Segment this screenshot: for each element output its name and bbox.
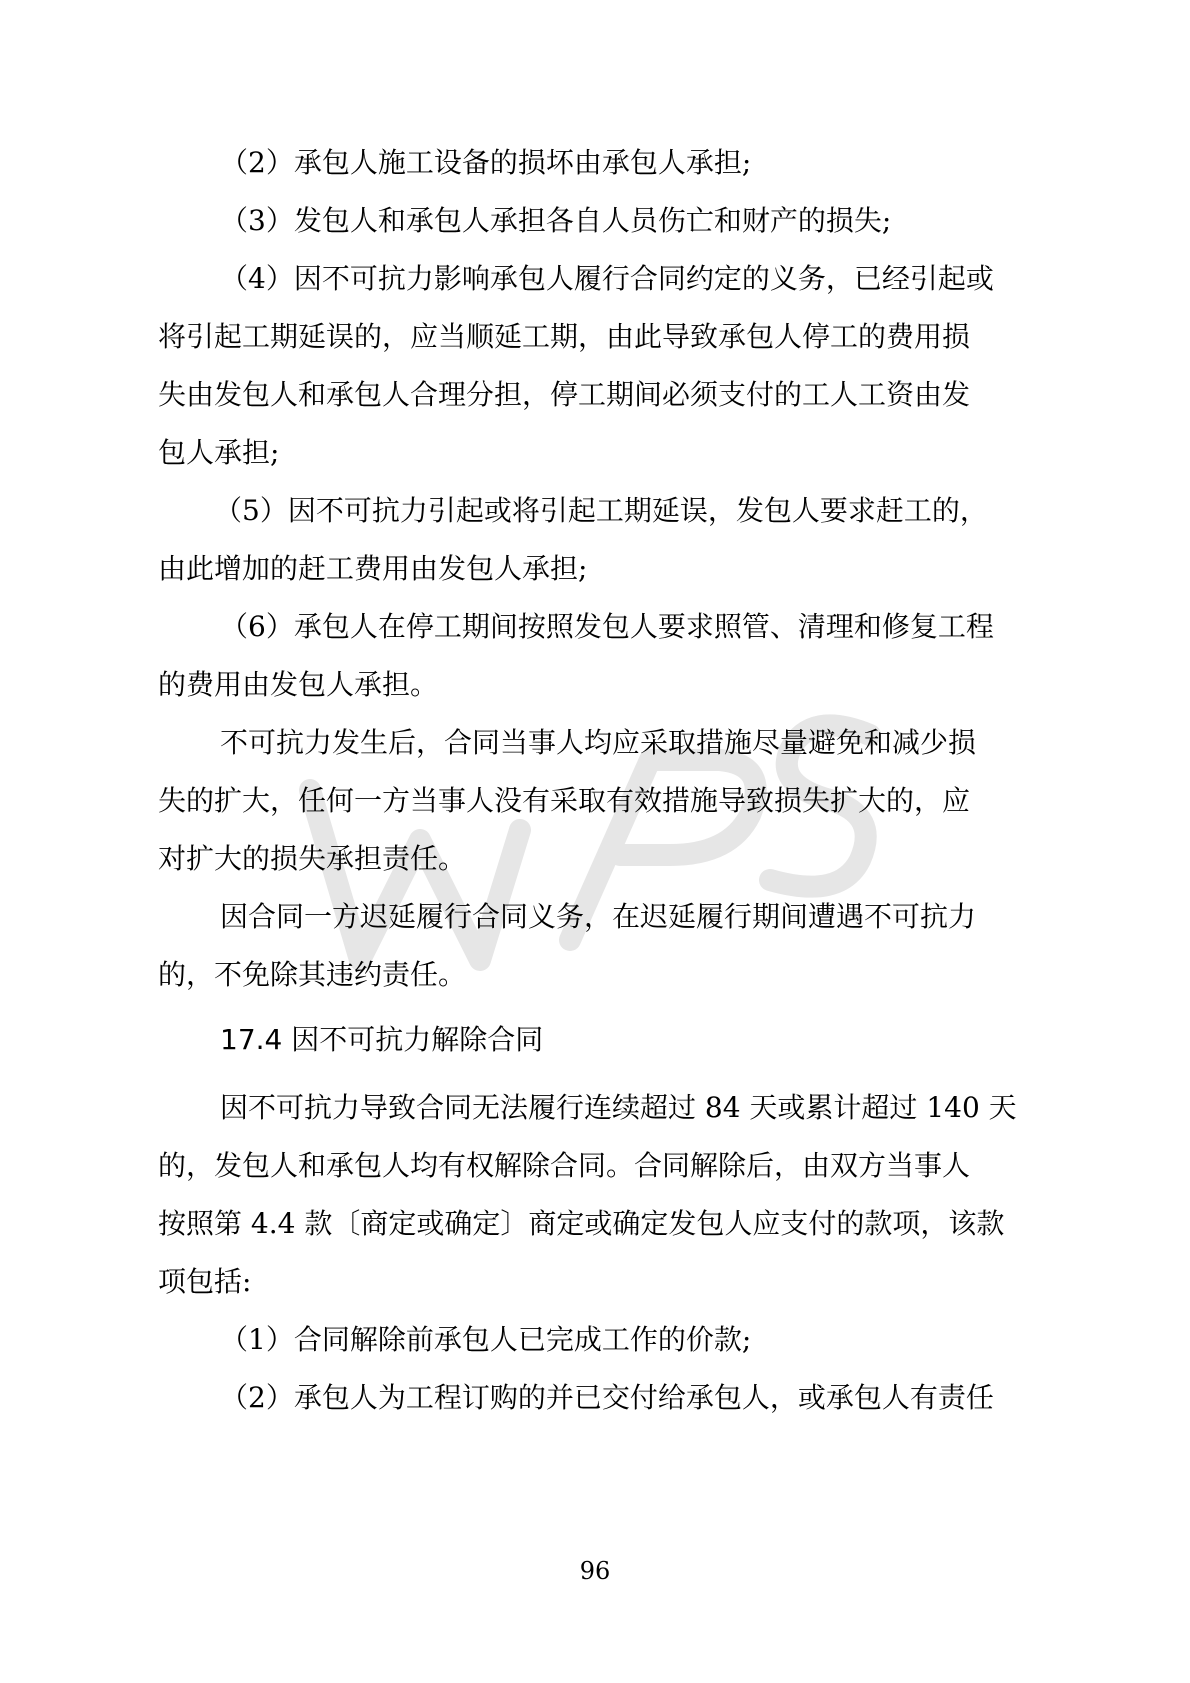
text-line: 项包括: — [158, 1265, 252, 1298]
section-heading: 17.4 因不可抗力解除合同 — [220, 1023, 544, 1056]
text-line: 不可抗力发生后，合同当事人均应采取措施尽量避免和减少损 — [220, 726, 977, 759]
text-line: 对扩大的损失承担责任。 — [158, 842, 467, 875]
text-line: （2）承包人施工设备的损坏由承包人承担; — [220, 146, 752, 179]
text-line: 包人承担; — [158, 436, 280, 469]
text-line: 失的扩大，任何一方当事人没有采取有效措施导致损失扩大的，应 — [158, 784, 971, 817]
text-line: 的，发包人和承包人均有权解除合同。合同解除后，由双方当事人 — [158, 1149, 971, 1182]
text-line: （4）因不可抗力影响承包人履行合同约定的义务，已经引起或 — [220, 262, 994, 295]
text-line: 将引起工期延误的，应当顺延工期，由此导致承包人停工的费用损 — [158, 320, 971, 353]
text-line: 因不可抗力导致合同无法履行连续超过 84 天或累计超过 140 天 — [220, 1091, 1017, 1124]
text-line: 因合同一方迟延履行合同义务，在迟延履行期间遭遇不可抗力 — [220, 900, 977, 933]
text-line: 的费用由发包人承担。 — [158, 668, 439, 701]
text-line: （2）承包人为工程订购的并已交付给承包人，或承包人有责任 — [220, 1381, 994, 1414]
text-line: （3）发包人和承包人承担各自人员伤亡和财产的损失; — [220, 204, 892, 237]
page-number: 96 — [579, 1557, 611, 1585]
text-line: 的，不免除其违约责任。 — [158, 958, 467, 991]
text-line: 由此增加的赶工费用由发包人承担; — [158, 552, 588, 585]
text-line: （6）承包人在停工期间按照发包人要求照管、清理和修复工程 — [220, 610, 994, 643]
text-line: （5）因不可抗力引起或将引起工期延误，发包人要求赶工的， — [214, 494, 988, 527]
text-line: 按照第 4.4 款〔商定或确定〕商定或确定发包人应支付的款项，该款 — [158, 1207, 1005, 1240]
text-line: 失由发包人和承包人合理分担，停工期间必须支付的工人工资由发 — [158, 378, 971, 411]
text-line: （1）合同解除前承包人已完成工作的价款; — [220, 1323, 752, 1356]
